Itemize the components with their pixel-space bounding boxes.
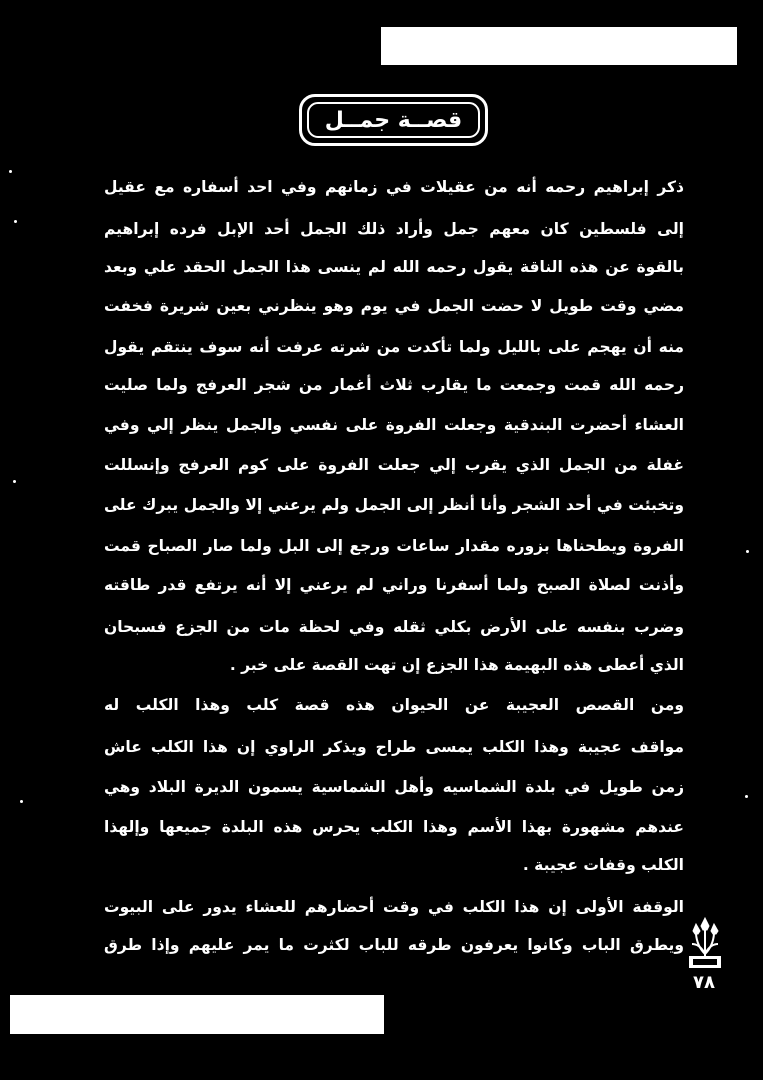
margin-dot	[746, 550, 749, 553]
text-line: العشاء أحضرت البندقية وجعلت الفروة على نفسي والجمل ينظر إلي وفي	[104, 416, 684, 434]
text-line: الوقفة الأولى إن هذا الكلب في وقت أحضارهم للعشاء يدور على البيوت	[104, 898, 684, 916]
tulip-icon	[684, 914, 726, 972]
bottom-white-bar	[10, 995, 384, 1034]
text-line: عندهم مشهورة بهذا الأسم وهذا الكلب يحرس هذه البلدة جميعها وإلهذا	[104, 818, 684, 836]
text-line: بالقوة عن هذه الناقة يقول رحمه الله لم ينسى هذا الجمل الحقد علي وبعد	[104, 258, 684, 276]
text-line: غفلة من الجمل الذي يقرب إلي جعلت الفروة على كوم العرفج وإنسللت	[104, 456, 684, 474]
margin-dot	[13, 480, 16, 483]
margin-dot	[20, 800, 23, 803]
text-line: ويطرق الباب وكانوا يعرفون طرقه للباب لكثرت ما يمر عليهم وإذا طرق	[104, 936, 684, 954]
margin-dot	[745, 795, 748, 798]
margin-dot	[9, 170, 12, 173]
text-line: مضي وقت طويل لا حضت الجمل في يوم وهو ينظرني بعين شريرة فخفت	[104, 297, 684, 315]
text-line: وأذنت لصلاة الصبح ولما أسفرنا وراني لم يرعني إلا أنه يرتفع قدر طاقته	[104, 576, 684, 594]
text-line: منه أن يهجم على بالليل ولما تأكدت من شرته عرفت أنه سوف ينتقم يقول	[104, 338, 684, 356]
text-line: الكلب وقفات عجيبة .	[522, 856, 684, 874]
margin-dot	[14, 220, 17, 223]
text-line: وتخبئت في أحد الشجر وأنا أنظر إلى الجمل ولم يرعني إلا والجمل يبرك على	[104, 496, 684, 514]
text-line: إلى فلسطين كان معهم جمل وأراد ذلك الجمل أحد الإبل فرده إبراهيم	[104, 220, 684, 238]
text-line: زمن طويل في بلدة الشماسيه وأهل الشماسية يسمون الديرة البلاد وهي	[104, 778, 684, 796]
text-line: الذي أعطى هذه البهيمة هذا الجزع إن تهت القصة على خبر .	[229, 656, 684, 674]
text-line: ذكر إبراهيم رحمه أنه من عقيلات في زمانهم وفي احد أسفاره مع عقيل	[104, 178, 684, 196]
text-line: الفروة ويطحناها بزوره مقدار ساعات ورجع إلى البل ولما صار الصباح قمت	[104, 537, 684, 555]
top-white-bar	[381, 27, 737, 65]
text-line: ومن القصص العجيبة عن الحيوان هذه قصة كلب وهذا الكلب له	[104, 696, 684, 714]
text-line: وضرب بنفسه على الأرض بكلي ثقله وفي لحظة مات من الجزع فسبحان	[104, 618, 684, 636]
story-title: قصــة جمــل	[307, 102, 480, 138]
story-title-frame	[299, 94, 488, 146]
text-line: مواقف عجيبة وهذا الكلب يمسى طراح ويذكر الراوي إن هذا الكلب عاش	[104, 738, 684, 756]
page-number: ٧٨	[693, 972, 715, 993]
text-line: رحمه الله قمت وجمعت ما يقارب ثلاث أغمار من شجر العرفج ولما صليت	[104, 376, 684, 394]
